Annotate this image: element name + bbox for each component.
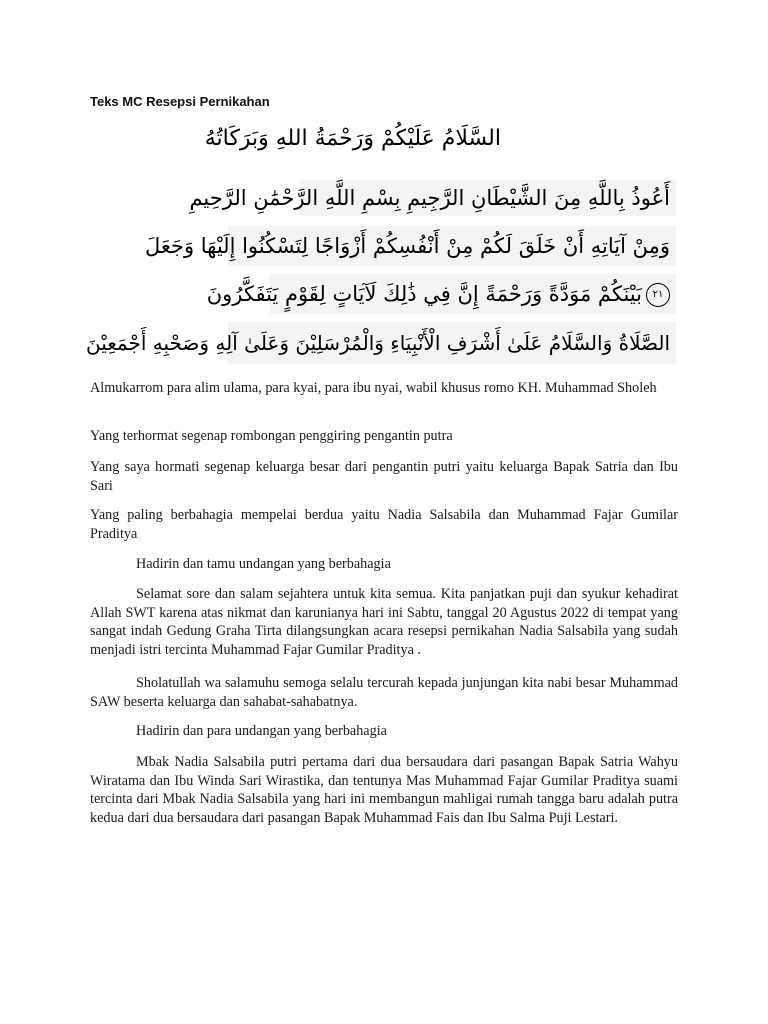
arabic-taawudz-basmalah: أَعُوذُ بِاللَّهِ مِنَ الشَّيْطَانِ الرَّجِيمِ بِسْمِ اللَّهِ الرَّحْمَٰنِ الرَّحِيمِ (300, 180, 676, 216)
paragraph-hadirin-1: Hadirin dan tamu undangan yang berbahagia (136, 556, 391, 572)
paragraph-terhormat: Yang terhormat segenap rombongan penggiring pengantin putra (90, 428, 453, 444)
arabic-salam-greeting: السَّلَامُ عَلَيْكُمْ وَرَحْمَةُ اللهِ وَبَرَكَاتُهُ (204, 126, 501, 151)
ayah-number-mark: ٢١ (646, 283, 670, 307)
arabic-ayah-line-2-text: بَيْنَكُمْ مَوَدَّةً وَرَحْمَةً إِنَّ فِي ذَٰلِكَ لَآيَاتٍ لِقَوْمٍ يَتَفَكَّرُونَ (206, 282, 642, 306)
paragraph-sholatullah: Sholatullah wa salamuhu semoga selalu tercurah kepada junjungan kita nabi besar Muhammad SAW beserta keluarga dan sahabat-sahabatnya. (90, 675, 678, 710)
arabic-shalawat: الصَّلَاةُ وَالسَّلَامُ عَلَىٰ أَشْرَفِ الْأَنْبِيَاءِ وَالْمُرْسَلِيْنَ وَعَلَىٰ آلِهِ وَصَحْبِهِ أَجْمَعِيْنَ (228, 322, 676, 364)
paragraph-mbak-nadia: Mbak Nadia Salsabila putri pertama dari dua bersaudara dari pasangan Bapak Satria Wahyu Wiratama dan Ibu Winda Sari Wirastika, dan tentunya Mas Muhammad Fajar Gumilar Praditya suami tercinta dari Mbak Nadia Salsabila yang hari ini membangun mahligai rumah tangga baru adalah putra kedua dari dua bersaudara dari pasangan Bapak Muhammad Fais dan Ibu Salma Puji Lestari. (90, 754, 678, 826)
paragraph-saya-hormati: Yang saya hormati segenap keluarga besar dari pengantin putri yaitu keluarga Bapak Satria dan Ibu Sari (90, 459, 678, 494)
arabic-ayah-line-1: وَمِنْ آيَاتِهِ أَنْ خَلَقَ لَكُمْ مِنْ أَنْفُسِكُمْ أَزْوَاجًا لِتَسْكُنُوا إِلَيْهَا وَجَعَلَ (228, 226, 676, 266)
paragraph-almukarrom: Almukarrom para alim ulama, para kyai, para ibu nyai, wabil khusus romo KH. Muhammad Sholeh (90, 380, 657, 396)
paragraph-selamat-sore: Selamat sore dan salam sejahtera untuk kita semua. Kita panjatkan puji dan syukur kehadirat Allah SWT karena atas nikmat dan karunianya hari ini Sabtu, tanggal 20 Agustus 2022 di tempat yang sangat indah Gedung Graha Tirta dilangsungkan acara resepsi pernikahan Nadia Salsabila yang sudah menjadi istri tercinta Muhammad Fajar Gumilar Praditya . (90, 586, 678, 658)
document-title: Teks MC Resepsi Pernikahan (90, 94, 270, 109)
arabic-ayah-line-2 (206, 274, 676, 314)
paragraph-hadirin-2: Hadirin dan para undangan yang berbahagia (136, 723, 387, 739)
paragraph-paling-berbahagia: Yang paling berbahagia mempelai berdua yaitu Nadia Salsabila dan Muhammad Fajar Gumilar Praditya (90, 507, 678, 542)
